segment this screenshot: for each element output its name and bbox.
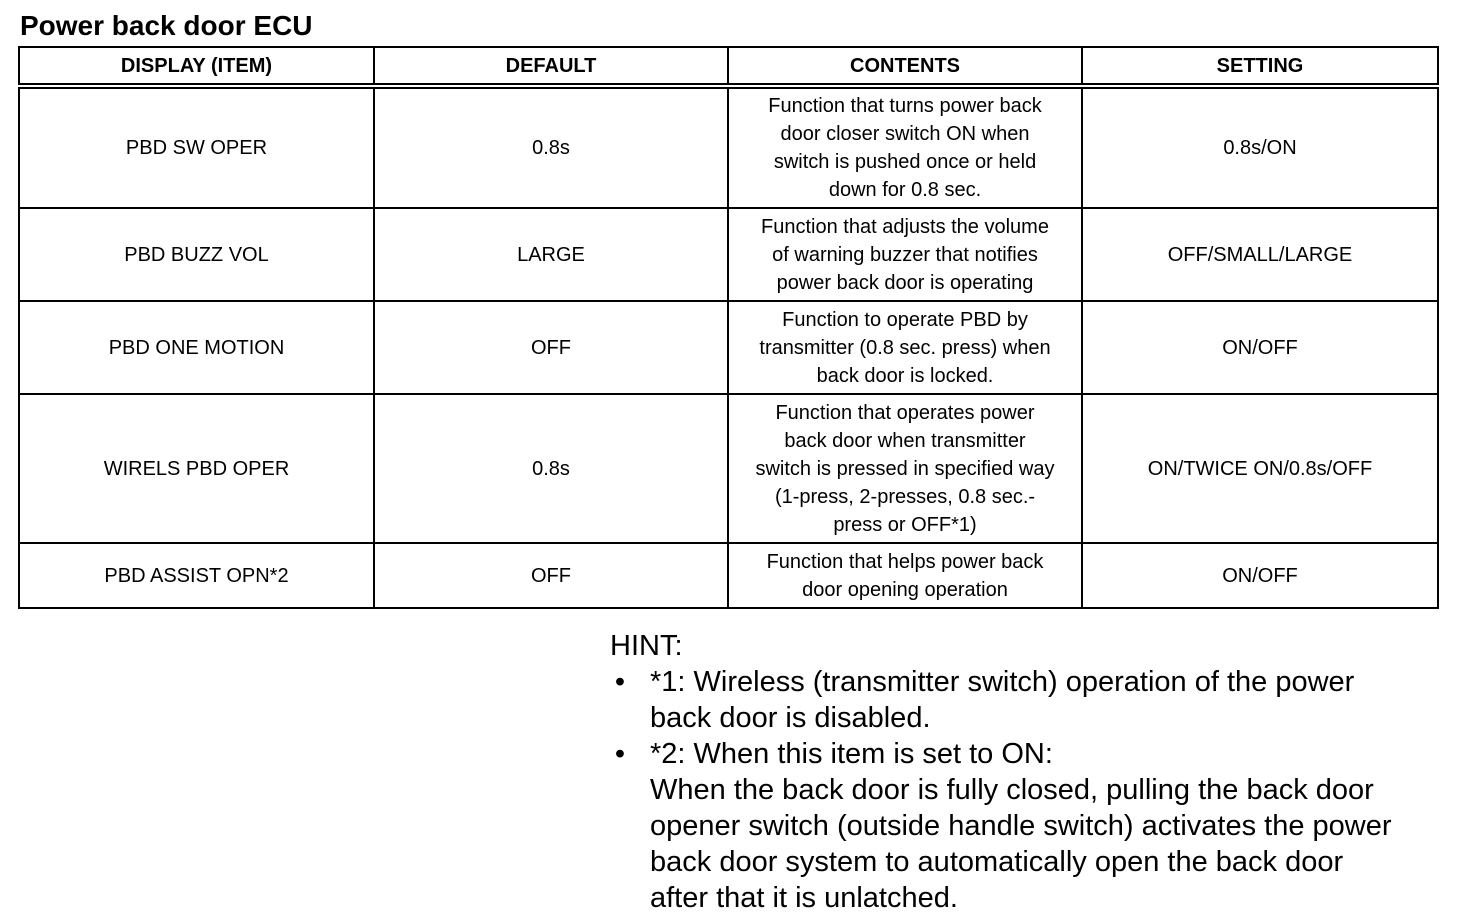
cell-default: 0.8s <box>374 394 728 543</box>
header-contents: CONTENTS <box>728 47 1082 86</box>
table-row <box>19 86 1438 208</box>
table-row <box>19 208 1438 301</box>
hint-item-text: *2: When this item is set to ON: When the back door is fully closed, pulling the back door opener switch (outside handle switch) activates the power back door system to automatically open the back door after that it is unlatched. <box>650 738 1392 914</box>
cell-contents: Function that adjusts the volume of warning buzzer that notifies power back door is operating <box>728 208 1082 301</box>
hint-item <box>610 664 1460 736</box>
cell-setting: 0.8s/ON <box>1082 86 1438 208</box>
cell-item: PBD BUZZ VOL <box>19 208 374 301</box>
cell-item: WIRELS PBD OPER <box>19 394 374 543</box>
bullet-icon: • <box>614 738 626 770</box>
cell-item: PBD ONE MOTION <box>19 301 374 394</box>
cell-contents: Function to operate PBD by transmitter (0.8 sec. press) when back door is locked. <box>728 301 1082 394</box>
header-setting: SETTING <box>1082 47 1438 86</box>
page-title: Power back door ECU <box>20 10 313 41</box>
cell-contents: Function that operates power back door when transmitter switch is pressed in specified way (1-press, 2-presses, 0.8 sec.- press or OFF*1) <box>728 394 1082 543</box>
cell-setting: ON/TWICE ON/0.8s/OFF <box>1082 394 1438 543</box>
table-row <box>19 301 1438 394</box>
hint-title: HINT: <box>610 630 683 662</box>
hint-item <box>610 736 1460 916</box>
table-row <box>19 394 1438 543</box>
table-row <box>19 543 1438 608</box>
cell-contents: Function that turns power back door closer switch ON when switch is pushed once or held down for 0.8 sec. <box>728 86 1082 208</box>
cell-setting: OFF/SMALL/LARGE <box>1082 208 1438 301</box>
bullet-icon: • <box>614 666 626 698</box>
cell-default: OFF <box>374 301 728 394</box>
hint-item-text: *1: Wireless (transmitter switch) operation of the power back door is disabled. <box>650 666 1355 734</box>
header-default: DEFAULT <box>374 47 728 86</box>
cell-setting: ON/OFF <box>1082 301 1438 394</box>
cell-item: PBD ASSIST OPN*2 <box>19 543 374 608</box>
settings-table <box>18 46 1439 609</box>
hint-section <box>610 628 1460 916</box>
cell-default: 0.8s <box>374 86 728 208</box>
cell-contents: Function that helps power back door opening operation <box>728 543 1082 608</box>
cell-setting: ON/OFF <box>1082 543 1438 608</box>
header-display-item: DISPLAY (ITEM) <box>19 47 374 86</box>
cell-default: OFF <box>374 543 728 608</box>
table-header-row <box>19 47 1438 86</box>
cell-default: LARGE <box>374 208 728 301</box>
cell-item: PBD SW OPER <box>19 86 374 208</box>
